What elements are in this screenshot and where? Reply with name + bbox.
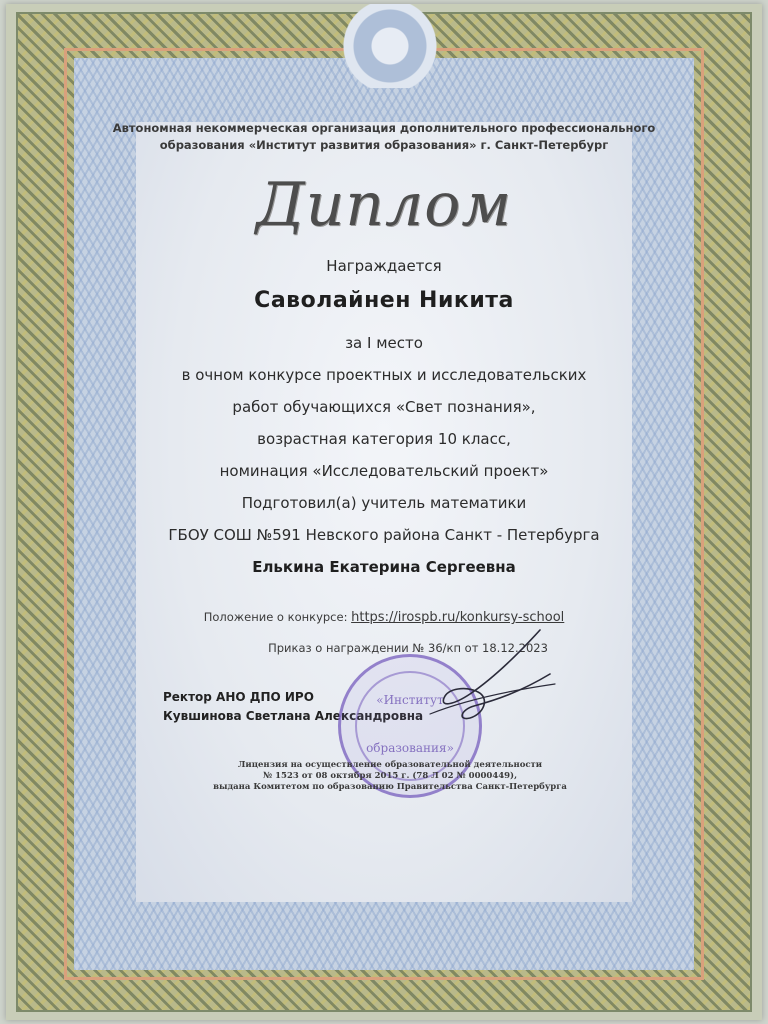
rector-name: Кувшинова Светлана Александровна bbox=[163, 709, 424, 723]
organization-header bbox=[0, 120, 768, 154]
license-info bbox=[200, 760, 580, 793]
license-line-3: выдана Комитетом по образованию Правительства Санкт-Петербурга bbox=[213, 782, 567, 792]
award-order: Приказ о награждении № 36/кп от 18.12.2023 bbox=[268, 641, 548, 655]
diploma-sheet bbox=[6, 4, 762, 1020]
top-rosette-ornament bbox=[338, 4, 442, 88]
stamp-bottom-text: образования» bbox=[366, 741, 454, 755]
regulation-line bbox=[0, 610, 768, 625]
organization-line-1: Автономная некоммерческая организация дополнительного профессионального bbox=[112, 121, 656, 135]
body-line-nomination: номинация «Исследовательский проект» bbox=[219, 462, 549, 480]
license-line-2: № 1523 от 08 октября 2015 г. (78 Л 02 № 0000449), bbox=[262, 771, 518, 781]
body-line-prepared-by: Подготовил(а) учитель математики bbox=[241, 494, 527, 512]
body-line-age-category: возрастная категория 10 класс, bbox=[257, 430, 511, 448]
regulation-link[interactable]: https://irospb.ru/konkursy-school bbox=[351, 610, 565, 625]
license-line-1: Лицензия на осуществление образовательной деятельности bbox=[237, 760, 543, 770]
body-line-contest-name: работ обучающихся «Свет познания», bbox=[232, 398, 536, 416]
handwritten-signature bbox=[400, 622, 560, 732]
body-line-contest: в очном конкурсе проектных и исследовательских bbox=[181, 366, 587, 384]
body-line-school: ГБОУ СОШ №591 Невского района Санкт - Петербурга bbox=[168, 526, 600, 544]
awarded-label: Награждается bbox=[326, 257, 442, 275]
body-line-place: за I место bbox=[345, 334, 423, 352]
rector-title: Ректор АНО ДПО ИРО bbox=[163, 690, 314, 704]
organization-line-2: образования «Институт развития образования» г. Санкт-Петербург bbox=[159, 138, 609, 152]
recipient-name: Саволайнен Никита bbox=[254, 288, 514, 313]
stamp-top-text: «Институт bbox=[376, 693, 444, 707]
teacher-name: Елькина Екатерина Сергеевна bbox=[252, 558, 516, 576]
regulation-label: Положение о конкурсе: bbox=[203, 610, 348, 624]
diploma-title: Диплом bbox=[255, 170, 513, 240]
